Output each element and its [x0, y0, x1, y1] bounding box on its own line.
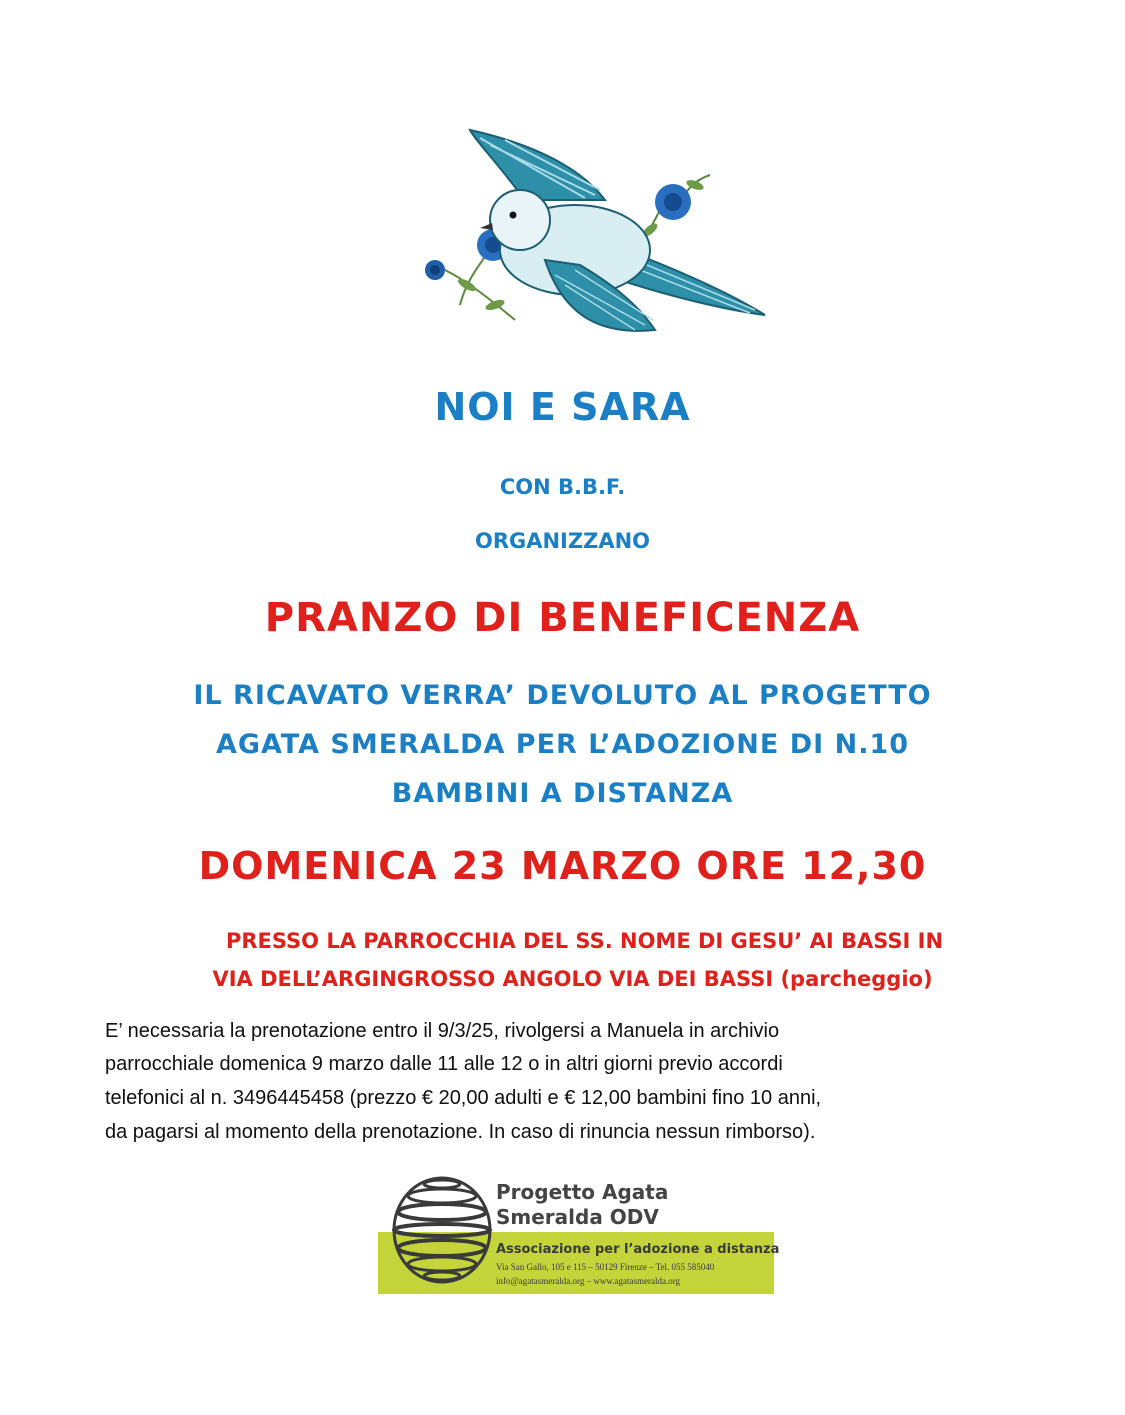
logo-contacts: info@agatasmeralda.org – www.agatasmeralda.org	[496, 1276, 681, 1286]
bird-illustration	[405, 120, 775, 360]
with-line: CON B.B.F.	[499, 475, 626, 499]
info-line: da pagarsi al momento della prenotazione. In caso di rinuncia nessun rimborso).	[105, 1121, 816, 1143]
purpose-line: IL RICAVATO VERRA’ DEVOLUTO AL PROGETTO	[193, 680, 932, 711]
globe-icon	[390, 1172, 495, 1287]
info-line: E’ necessaria la prenotazione entro il 9/3/25, rivolgersi a Manuela in archivio	[105, 1020, 780, 1042]
logo-address: Via San Gallo, 105 e 115 – 50129 Firenze – Tel. 055 585040	[496, 1262, 715, 1272]
organize-line: ORGANIZZANO	[474, 529, 651, 553]
logo-tagline: Associazione per l’adozione a distanza	[496, 1242, 780, 1257]
logo-name: Smeralda ODV	[496, 1205, 659, 1229]
info-line: parrocchiale domenica 9 marzo dalle 11 alle 12 o in altri giorni previo accordi	[105, 1053, 783, 1075]
logo-name: Progetto Agata	[496, 1180, 669, 1204]
purpose-line: AGATA SMERALDA PER L’ADOZIONE DI N.10	[215, 729, 910, 760]
headline: NOI E SARA	[434, 385, 691, 429]
purpose-line: BAMBINI A DISTANZA	[391, 778, 734, 809]
event-date: DOMENICA 23 MARZO ORE 12,30	[198, 844, 927, 888]
bird	[470, 130, 765, 331]
info-line: telefonici al n. 3496445458 (prezzo € 20,00 adulti e € 12,00 bambini fino 10 anni,	[105, 1087, 822, 1109]
location-line: VIA DELL’ARGINGROSSO ANGOLO VIA DEI BASSI (parcheggio)	[212, 967, 933, 991]
organization-logo	[378, 1172, 780, 1294]
event-title: PRANZO DI BENEFICENZA	[264, 595, 861, 641]
location-line: PRESSO LA PARROCCHIA DEL SS. NOME DI GESU’ AI BASSI IN	[225, 929, 944, 953]
